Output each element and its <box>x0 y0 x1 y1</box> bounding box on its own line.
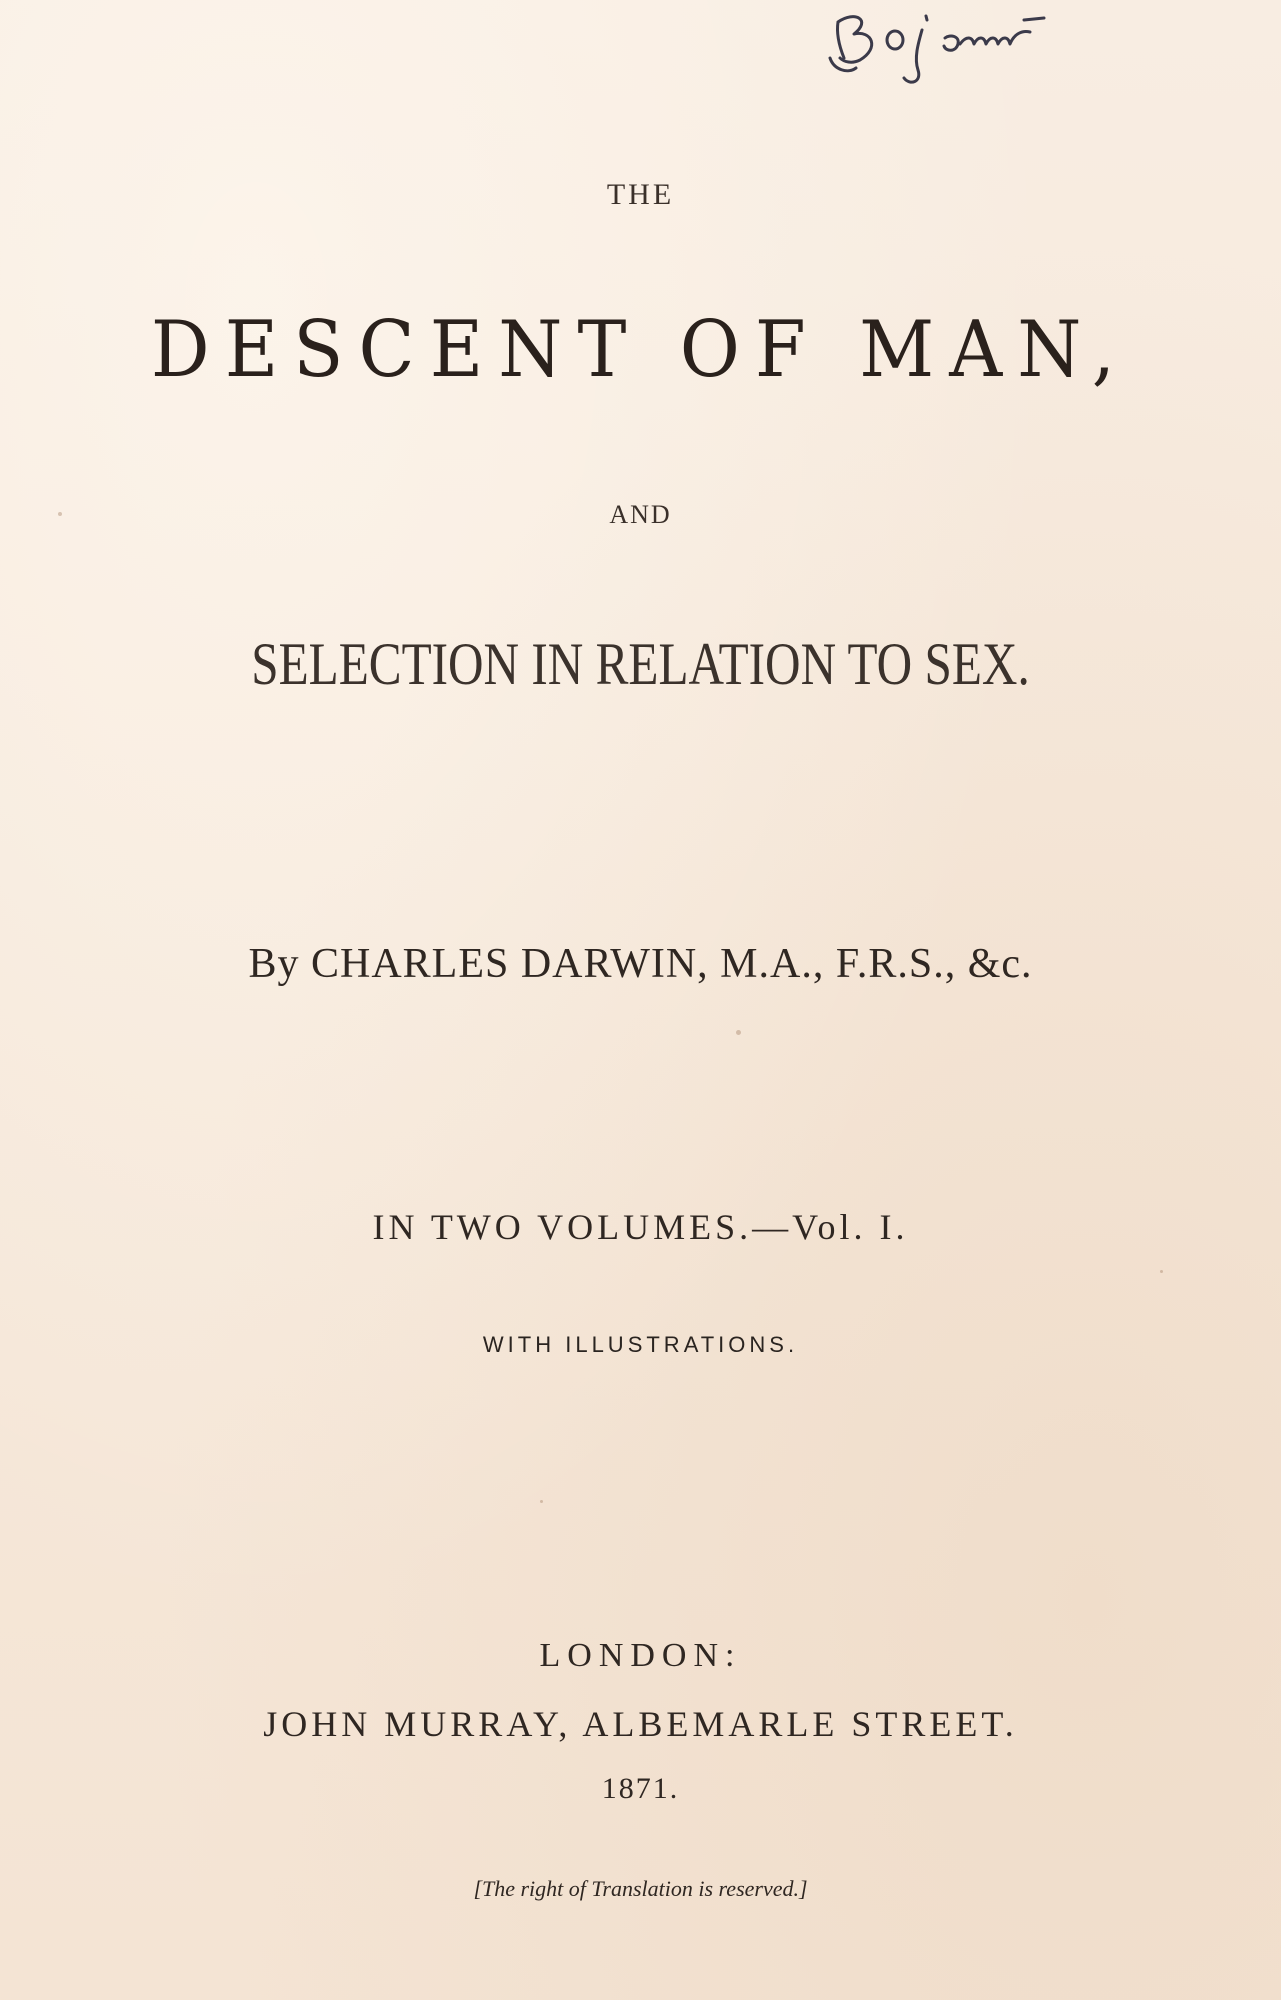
signature-drawing <box>810 0 1090 110</box>
illustrations-note: WITH ILLUSTRATIONS. <box>482 1332 799 1357</box>
publication-city: LONDON: <box>539 1637 742 1674</box>
title-article: THE <box>606 178 675 211</box>
rights-notice: [The right of Translation is reserved.] <box>473 1876 808 1901</box>
paper-speck <box>540 1500 543 1503</box>
volume-line: IN TWO VOLUMES.—Vol. I. <box>372 1207 909 1247</box>
paper-speck <box>1160 1270 1163 1273</box>
handwritten-signature <box>810 0 1090 110</box>
author-line: By CHARLES DARWIN, M.A., F.R.S., &c. <box>248 941 1033 987</box>
paper-speck <box>58 512 62 516</box>
book-subtitle: SELECTION IN RELATION TO SEX. <box>251 631 1030 697</box>
publisher-line: JOHN MURRAY, ALBEMARLE STREET. <box>263 1704 1018 1744</box>
publication-year: 1871. <box>601 1772 680 1805</box>
title-conjunction: AND <box>609 500 672 529</box>
book-title: DESCENT OF MAN, <box>150 305 1131 395</box>
paper-speck <box>736 1030 741 1035</box>
